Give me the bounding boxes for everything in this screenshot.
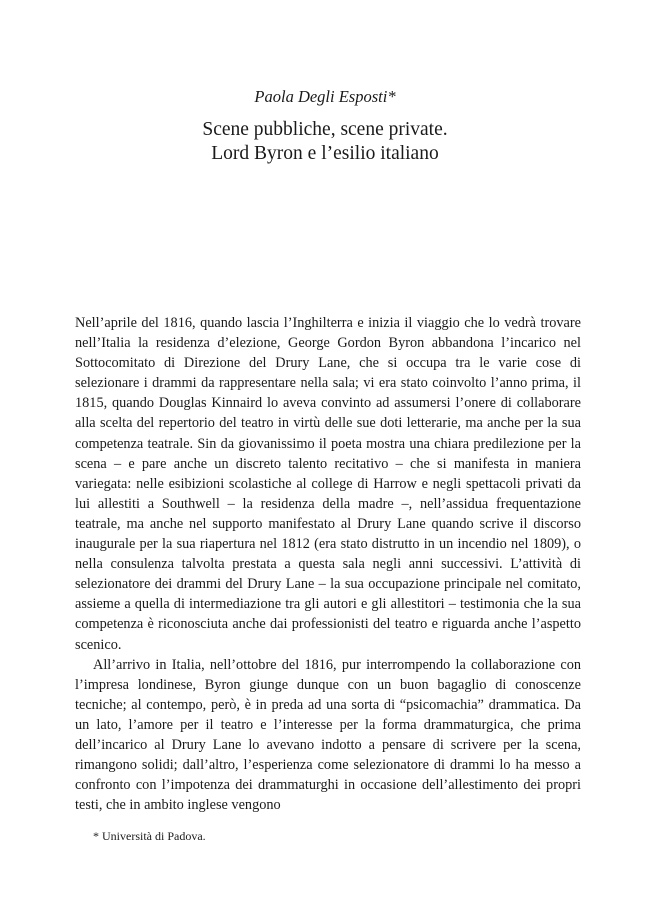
footnote: * Università di Padova. — [93, 829, 206, 843]
author-name: Paola Degli Esposti* — [254, 87, 396, 106]
article-title — [0, 118, 650, 166]
body-text — [75, 313, 581, 815]
title-line-1: Scene pubbliche, scene private. — [202, 119, 448, 140]
paragraph-2: All’arrivo in Italia, nell’ottobre del 1816, pur interrompendo la collaborazione con l’impresa londinese, Byron giunge dunque con un buon bagaglio di conoscenze tecniche; al contempo, però, è in preda ad una sorta di “psicomachia” drammatica. Da un lato, l’amore per il teatro e l’interesse per la forma drammaturgica, che prima dell’incarico al Drury Lane lo avevano indotto a pensare di scrivere per la scena, rimangono solidi; dall’altro, l’esperienza come selezionatore di drammi lo ha messo a confronto con l’impotenza dei drammaturghi in occasione dell’allestimento dei propri testi, che in ambito inglese vengono — [75, 656, 581, 814]
title-line-2: Lord Byron e l’esilio italiano — [211, 143, 439, 164]
paragraph-1: Nell’aprile del 1816, quando lascia l’Inghilterra e inizia il viaggio che lo vedrà trovare nell’Italia la residenza d’elezione, George Gordon Byron abbandona l’incarico nel Sottocomitato di Direzione del Drury Lane, che si occupa tra le varie cose di selezionare i drammi da rappresentare nella sala; vi era stato coinvolto l’anno prima, il 1815, quando Douglas Kinnaird lo aveva convinto ad assumersi l’onere di collaborare alla scelta del repertorio del teatro in virtù delle sue doti letterarie, ma anche per la sua competenza teatrale. Sin da giovanissimo il poeta mostra una chiara predilezione per la scena – e pare anche un discreto talento recitativo – che si manifesta in maniera variegata: nelle esibizioni scolastiche al college di Harrow e negli spettacoli privati da lui allestiti a Southwell – la residenza della madre –, nell’assidua frequentazione teatrale, ma anche nel supporto manifestato al Drury Lane quando scrive il discorso inaugurale per la sua riapertura nel 1812 (era stato distrutto in un incendio nel 1809), o nella consulenza talvolta prestata a questa sala negli anni successivi. L’attività di selezionatore dei drammi del Drury Lane – la sua occupazione principale nel comitato, assieme a quella di intermediazione tra gli autori e gli allestitori – testimonia che la sua competenza è riconosciuta anche dai professionisti del teatro e riguarda anche l’aspetto scenico. — [75, 315, 581, 653]
